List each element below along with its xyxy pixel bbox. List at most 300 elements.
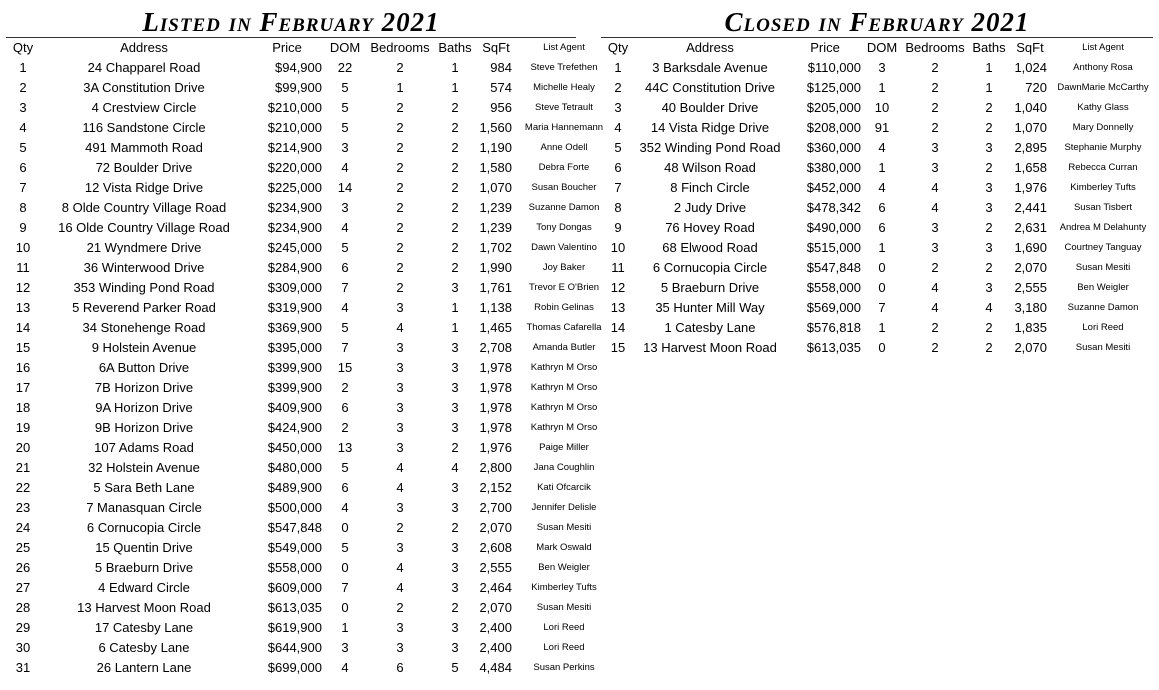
cell-price: $452,000 [806, 180, 861, 195]
cell-dom: 2 [341, 420, 349, 435]
cell-qty: 1 [19, 60, 27, 75]
cell-bedrooms: 4 [396, 560, 404, 575]
table-row [6, 598, 610, 618]
cell-qty: 19 [15, 420, 31, 435]
cell-qty: 2 [614, 80, 622, 95]
cell-bedrooms: 3 [396, 620, 404, 635]
cell-agent: Kathryn M Orso [530, 362, 598, 373]
cell-qty: 14 [610, 320, 626, 335]
cell-qty: 11 [611, 260, 625, 275]
cell-qty: 9 [19, 220, 27, 235]
cell-qty: 3 [614, 100, 622, 115]
listed-table [6, 38, 610, 678]
cell-agent: Ben Weigler [538, 562, 590, 573]
cell-price: $99,900 [275, 80, 322, 95]
cell-sqft: 1,976 [479, 440, 512, 455]
cell-baths: 3 [985, 200, 993, 215]
cell-address: 8 Finch Circle [670, 180, 750, 195]
cell-address: 15 Quentin Drive [95, 540, 193, 555]
cell-address: 68 Elwood Road [662, 240, 758, 255]
table-row [601, 78, 1153, 98]
cell-price: $399,900 [267, 360, 322, 375]
cell-qty: 12 [15, 280, 31, 295]
cell-baths: 3 [451, 540, 459, 555]
cell-bedrooms: 3 [396, 640, 404, 655]
cell-address: 6 Cornucopia Circle [86, 520, 202, 535]
cell-bedrooms: 1 [396, 80, 404, 95]
cell-sqft: 1,580 [479, 160, 512, 175]
cell-bedrooms: 4 [396, 480, 404, 495]
cell-address: 72 Boulder Drive [95, 160, 193, 175]
cell-price: $500,000 [267, 500, 322, 515]
cell-address: 24 Chapparel Road [87, 60, 201, 75]
cell-qty: 6 [19, 160, 27, 175]
table-row [6, 518, 610, 538]
cell-sqft: 2,700 [479, 500, 512, 515]
table-row [6, 658, 610, 678]
cell-bedrooms: 2 [931, 80, 939, 95]
cell-sqft: 2,441 [1014, 200, 1047, 215]
cell-address: 13 Harvest Moon Road [77, 600, 211, 615]
header-dom: DOM [329, 40, 361, 55]
cell-address: 491 Mammoth Road [85, 140, 203, 155]
cell-bedrooms: 3 [396, 440, 404, 455]
cell-sqft: 2,464 [479, 580, 512, 595]
cell-address: 352 Winding Pond Road [639, 140, 781, 155]
cell-address: 4 Edward Circle [98, 580, 190, 595]
cell-baths: 2 [451, 440, 459, 455]
cell-agent: Andrea M Delahunty [1059, 222, 1147, 233]
cell-bedrooms: 3 [396, 420, 404, 435]
cell-dom: 6 [878, 220, 886, 235]
cell-agent: Tony Dongas [536, 222, 592, 233]
cell-sqft: 2,555 [1014, 280, 1047, 295]
table-row [6, 498, 610, 518]
cell-baths: 2 [451, 160, 459, 175]
cell-sqft: 1,978 [479, 380, 512, 395]
cell-qty: 25 [15, 540, 31, 555]
cell-baths: 3 [451, 560, 459, 575]
cell-price: $609,000 [267, 580, 322, 595]
table-row [6, 558, 610, 578]
cell-sqft: 1,070 [479, 180, 512, 195]
table-row [6, 338, 610, 358]
cell-baths: 3 [451, 420, 459, 435]
cell-address: 32 Holstein Avenue [88, 460, 200, 475]
table-row [6, 158, 610, 178]
cell-price: $450,000 [267, 440, 322, 455]
cell-bedrooms: 3 [396, 360, 404, 375]
table-row [6, 178, 610, 198]
cell-dom: 3 [341, 140, 349, 155]
cell-baths: 2 [451, 220, 459, 235]
cell-bedrooms: 2 [396, 160, 404, 175]
cell-dom: 4 [341, 500, 349, 515]
table-row [6, 578, 610, 598]
cell-agent: Courtney Tanguay [1064, 242, 1142, 253]
cell-address: 26 Lantern Lane [96, 660, 192, 675]
cell-dom: 5 [341, 100, 349, 115]
cell-baths: 3 [451, 480, 459, 495]
cell-sqft: 2,555 [479, 560, 512, 575]
cell-agent: Paige Miller [539, 442, 589, 453]
cell-address: 35 Hunter Mill Way [655, 300, 765, 315]
cell-baths: 3 [451, 340, 459, 355]
cell-address: 76 Hovey Road [665, 220, 755, 235]
cell-address: 3A Constitution Drive [83, 80, 205, 95]
cell-qty: 2 [19, 80, 27, 95]
cell-sqft: 1,560 [479, 120, 512, 135]
cell-address: 13 Harvest Moon Road [643, 340, 777, 355]
cell-dom: 15 [337, 360, 353, 375]
cell-price: $380,000 [806, 160, 861, 175]
cell-price: $210,000 [267, 120, 322, 135]
cell-sqft: 574 [490, 80, 512, 95]
cell-price: $309,000 [267, 280, 322, 295]
cell-baths: 1 [451, 320, 459, 335]
cell-baths: 2 [985, 260, 993, 275]
header-bedrooms: Bedrooms [370, 40, 430, 55]
cell-sqft: 1,990 [479, 260, 512, 275]
cell-bedrooms: 3 [396, 340, 404, 355]
cell-price: $480,000 [267, 460, 322, 475]
cell-baths: 2 [985, 100, 993, 115]
cell-address: 107 Adams Road [94, 440, 194, 455]
cell-sqft: 2,400 [479, 640, 512, 655]
cell-bedrooms: 4 [396, 320, 404, 335]
cell-dom: 7 [341, 580, 349, 595]
cell-dom: 1 [878, 160, 886, 175]
cell-price: $558,000 [806, 280, 861, 295]
cell-baths: 2 [451, 520, 459, 535]
cell-price: $613,035 [267, 600, 322, 615]
cell-agent: Steve Tetrault [535, 102, 593, 113]
cell-address: 5 Sara Beth Lane [93, 480, 195, 495]
table-row [601, 178, 1153, 198]
table-row [6, 618, 610, 638]
cell-bedrooms: 2 [931, 320, 939, 335]
cell-sqft: 2,400 [479, 620, 512, 635]
cell-agent: Mary Donnelly [1072, 122, 1134, 133]
cell-sqft: 2,895 [1014, 140, 1047, 155]
table-row [6, 258, 610, 278]
cell-address: 9B Horizon Drive [94, 420, 194, 435]
cell-price: $284,900 [267, 260, 322, 275]
cell-qty: 9 [614, 220, 622, 235]
cell-sqft: 2,070 [1014, 260, 1047, 275]
cell-baths: 3 [451, 500, 459, 515]
cell-price: $395,000 [267, 340, 322, 355]
table-row [6, 78, 610, 98]
cell-baths: 2 [451, 600, 459, 615]
cell-dom: 6 [341, 480, 349, 495]
header-baths: Baths [972, 40, 1006, 55]
cell-agent: Jana Coughlin [533, 462, 595, 473]
cell-price: $214,900 [267, 140, 322, 155]
cell-address: 5 Braeburn Drive [94, 560, 194, 575]
table-row [6, 298, 610, 318]
cell-baths: 3 [985, 280, 993, 295]
cell-agent: Susan Mesiti [536, 602, 592, 613]
header-qty: Qty [607, 40, 629, 55]
cell-price: $210,000 [267, 100, 322, 115]
cell-address: 14 Vista Ridge Drive [650, 120, 770, 135]
cell-qty: 29 [15, 620, 31, 635]
cell-sqft: 720 [1025, 80, 1047, 95]
cell-agent: Lori Reed [1082, 322, 1124, 333]
cell-bedrooms: 2 [396, 520, 404, 535]
cell-bedrooms: 2 [396, 600, 404, 615]
cell-bedrooms: 2 [396, 260, 404, 275]
cell-dom: 4 [878, 180, 886, 195]
cell-dom: 5 [341, 540, 349, 555]
table-row [601, 318, 1153, 338]
cell-agent: Stephanie Murphy [1064, 142, 1142, 153]
cell-agent: Michelle Healy [533, 82, 595, 93]
cell-bedrooms: 2 [396, 280, 404, 295]
cell-bedrooms: 2 [396, 180, 404, 195]
cell-price: $208,000 [806, 120, 861, 135]
cell-qty: 18 [15, 400, 31, 415]
cell-price: $558,000 [267, 560, 322, 575]
cell-baths: 3 [451, 620, 459, 635]
cell-agent: Trevor E O'Brien [528, 282, 600, 293]
table-row [6, 138, 610, 158]
cell-agent: Amanda Butler [532, 342, 596, 353]
table-row [601, 118, 1153, 138]
cell-qty: 4 [614, 120, 622, 135]
cell-bedrooms: 3 [396, 300, 404, 315]
header-price: Price [810, 40, 840, 55]
cell-bedrooms: 3 [396, 380, 404, 395]
cell-dom: 0 [341, 520, 349, 535]
cell-sqft: 2,070 [479, 600, 512, 615]
cell-qty: 14 [15, 320, 31, 335]
cell-dom: 1 [878, 320, 886, 335]
cell-sqft: 1,978 [479, 420, 512, 435]
cell-bedrooms: 3 [931, 220, 939, 235]
cell-baths: 3 [451, 280, 459, 295]
cell-address: 1 Catesby Lane [664, 320, 756, 335]
cell-sqft: 984 [490, 60, 512, 75]
cell-baths: 2 [451, 120, 459, 135]
cell-sqft: 2,152 [479, 480, 512, 495]
table-row [601, 98, 1153, 118]
cell-address: 3 Barksdale Avenue [652, 60, 768, 75]
cell-baths: 1 [451, 300, 459, 315]
cell-agent: Joy Baker [542, 262, 586, 273]
table-row [601, 338, 1153, 358]
cell-agent: Ben Weigler [1077, 282, 1129, 293]
cell-price: $205,000 [806, 100, 861, 115]
cell-sqft: 2,708 [479, 340, 512, 355]
cell-bedrooms: 2 [396, 60, 404, 75]
table-row [6, 278, 610, 298]
cell-address: 17 Catesby Lane [94, 620, 194, 635]
cell-dom: 0 [341, 560, 349, 575]
table-row [6, 98, 610, 118]
table-row [601, 58, 1153, 78]
closed-header-row [601, 38, 1153, 58]
cell-agent: Kathy Glass [1077, 102, 1129, 113]
cell-baths: 3 [451, 640, 459, 655]
cell-bedrooms: 4 [931, 300, 939, 315]
cell-qty: 3 [19, 100, 27, 115]
cell-baths: 2 [451, 200, 459, 215]
cell-address: 16 Olde Country Village Road [58, 220, 230, 235]
cell-baths: 4 [451, 460, 459, 475]
cell-baths: 2 [451, 180, 459, 195]
cell-qty: 13 [610, 300, 626, 315]
cell-sqft: 1,978 [479, 400, 512, 415]
cell-sqft: 1,658 [1014, 160, 1047, 175]
cell-sqft: 2,070 [1014, 340, 1047, 355]
cell-qty: 11 [16, 260, 30, 275]
cell-sqft: 2,070 [479, 520, 512, 535]
cell-bedrooms: 2 [931, 260, 939, 275]
cell-qty: 27 [15, 580, 31, 595]
cell-bedrooms: 2 [931, 100, 939, 115]
cell-dom: 5 [341, 80, 349, 95]
cell-qty: 16 [15, 360, 31, 375]
cell-bedrooms: 3 [931, 160, 939, 175]
cell-address: 9A Horizon Drive [95, 400, 193, 415]
cell-baths: 2 [451, 260, 459, 275]
cell-bedrooms: 4 [396, 460, 404, 475]
cell-price: $424,900 [267, 420, 322, 435]
cell-price: $613,035 [806, 340, 861, 355]
cell-agent: Mark Oswald [536, 542, 592, 553]
cell-agent: Jennifer Delisle [531, 502, 597, 513]
listed-header-row [6, 38, 610, 58]
cell-qty: 23 [15, 500, 31, 515]
cell-price: $369,900 [267, 320, 322, 335]
cell-agent: Dawn Valentino [531, 242, 597, 253]
cell-baths: 1 [451, 80, 459, 95]
cell-qty: 13 [15, 300, 31, 315]
cell-address: 12 Vista Ridge Drive [84, 180, 204, 195]
cell-dom: 5 [341, 320, 349, 335]
header-agent: List Agent [1082, 42, 1124, 53]
cell-baths: 3 [451, 360, 459, 375]
cell-agent: Rebecca Curran [1068, 162, 1138, 173]
cell-dom: 4 [341, 660, 349, 675]
cell-baths: 1 [985, 80, 993, 95]
cell-dom: 6 [878, 200, 886, 215]
cell-baths: 3 [451, 580, 459, 595]
cell-dom: 7 [341, 340, 349, 355]
cell-bedrooms: 2 [396, 220, 404, 235]
cell-bedrooms: 4 [931, 180, 939, 195]
cell-qty: 5 [19, 140, 27, 155]
cell-qty: 31 [15, 660, 31, 675]
table-row [6, 118, 610, 138]
cell-qty: 6 [614, 160, 622, 175]
closed-title: Closed in February 2021 [601, 8, 1153, 38]
cell-address: 34 Stonehenge Road [82, 320, 206, 335]
table-row [6, 538, 610, 558]
cell-agent: Susan Perkins [533, 662, 595, 673]
header-address: Address [686, 40, 734, 55]
table-row [601, 278, 1153, 298]
cell-address: 6 Cornucopia Circle [652, 260, 768, 275]
listed-rows [6, 58, 610, 678]
cell-qty: 5 [614, 140, 622, 155]
cell-bedrooms: 3 [396, 540, 404, 555]
cell-agent: Steve Trefethen [530, 62, 598, 73]
cell-baths: 3 [451, 400, 459, 415]
cell-sqft: 1,702 [479, 240, 512, 255]
cell-dom: 0 [878, 340, 886, 355]
cell-agent: Anne Odell [540, 142, 588, 153]
cell-price: $234,900 [267, 200, 322, 215]
cell-sqft: 1,070 [1014, 120, 1047, 135]
cell-agent: Susan Boucher [531, 182, 597, 193]
cell-price: $547,848 [806, 260, 861, 275]
table-row [6, 438, 610, 458]
cell-dom: 7 [878, 300, 886, 315]
cell-address: 44C Constitution Drive [644, 80, 776, 95]
cell-bedrooms: 2 [931, 340, 939, 355]
cell-address: 353 Winding Pond Road [73, 280, 215, 295]
cell-price: $547,848 [267, 520, 322, 535]
listed-title: Listed in February 2021 [6, 8, 576, 38]
listed-panel [6, 7, 604, 678]
cell-agent: Kathryn M Orso [530, 402, 598, 413]
cell-price: $490,000 [806, 220, 861, 235]
cell-price: $699,000 [267, 660, 322, 675]
table-row [6, 358, 610, 378]
cell-dom: 7 [341, 280, 349, 295]
cell-bedrooms: 2 [396, 140, 404, 155]
table-row [601, 138, 1153, 158]
cell-sqft: 1,239 [479, 220, 512, 235]
cell-bedrooms: 4 [931, 200, 939, 215]
cell-bedrooms: 3 [396, 400, 404, 415]
cell-dom: 1 [878, 80, 886, 95]
cell-bedrooms: 4 [931, 280, 939, 295]
cell-price: $319,900 [267, 300, 322, 315]
cell-dom: 1 [878, 240, 886, 255]
cell-address: 4 Crestview Circle [91, 100, 197, 115]
cell-address: 116 Sandstone Circle [82, 120, 206, 135]
cell-baths: 4 [985, 300, 993, 315]
cell-baths: 2 [985, 120, 993, 135]
cell-agent: Suzanne Damon [1067, 302, 1139, 313]
header-agent: List Agent [543, 42, 585, 53]
cell-price: $569,000 [806, 300, 861, 315]
cell-price: $619,900 [267, 620, 322, 635]
table-row [601, 258, 1153, 278]
cell-address: 6A Button Drive [98, 360, 190, 375]
cell-dom: 13 [337, 440, 353, 455]
cell-sqft: 1,024 [1014, 60, 1047, 75]
cell-address: 36 Winterwood Drive [83, 260, 205, 275]
cell-baths: 2 [985, 340, 993, 355]
cell-baths: 2 [451, 140, 459, 155]
cell-dom: 22 [337, 60, 353, 75]
cell-agent: Kimberley Tufts [531, 582, 597, 593]
cell-bedrooms: 3 [396, 500, 404, 515]
cell-dom: 0 [878, 280, 886, 295]
cell-sqft: 3,180 [1014, 300, 1047, 315]
header-baths: Baths [438, 40, 472, 55]
cell-dom: 6 [341, 400, 349, 415]
cell-dom: 6 [341, 260, 349, 275]
cell-qty: 8 [614, 200, 622, 215]
cell-dom: 5 [341, 240, 349, 255]
cell-bedrooms: 2 [396, 120, 404, 135]
